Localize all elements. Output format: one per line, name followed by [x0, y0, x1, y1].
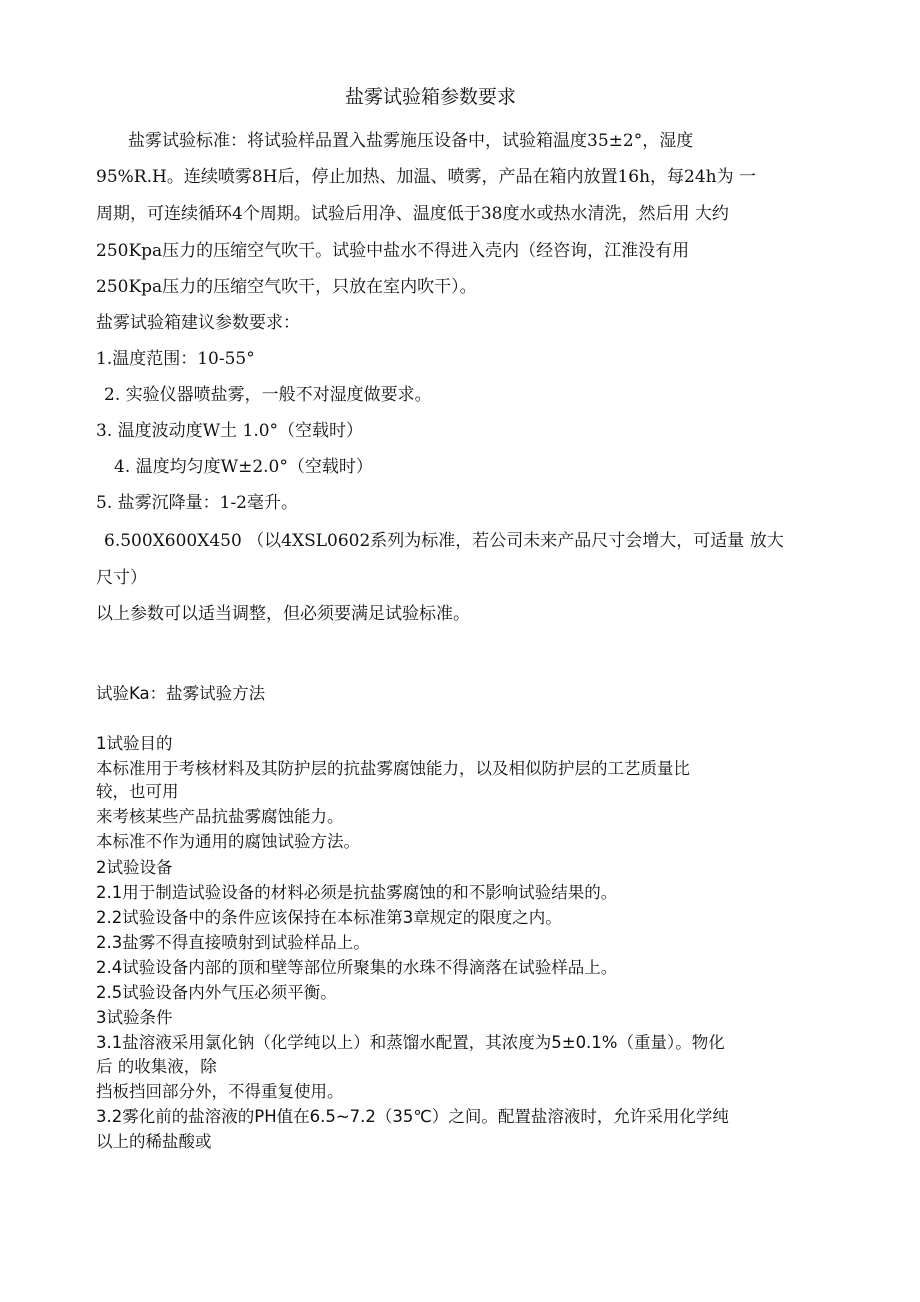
intro-line-4: 250Kpa压力的压缩空气吹干。试验中盐水不得进入壳内（经咨询，江淮没有用	[96, 241, 690, 261]
closing-note: 以上参数可以适当调整，但必须要满足试验标准。	[96, 604, 470, 624]
method-line: 2.3盐雾不得直接喷射到试验样品上。	[96, 933, 370, 952]
method-line: 以上的稀盐酸或	[96, 1132, 212, 1151]
section-heading: 3试验条件	[96, 1008, 173, 1027]
section-heading: 1试验目的	[96, 734, 173, 753]
requirement-item: 5. 盐雾沉降量：1-2毫升。	[96, 493, 298, 513]
method-line: 后 的收集液，除	[96, 1057, 217, 1076]
requirement-item: 1.温度范围：10-55°	[96, 349, 255, 369]
page-title: 盐雾试验箱参数要求	[345, 86, 517, 108]
method-line: 来考核某些产品抗盐雾腐蚀能力。	[96, 807, 344, 826]
requirement-item: 4. 温度均匀度W±2.0°（空载时）	[114, 457, 373, 477]
intro-line-5: 250Kpa压力的压缩空气吹干，只放在室内吹干）。	[96, 277, 477, 297]
method-line: 较，也可用	[96, 782, 179, 801]
method-line: 2.5试验设备内外气压必须平衡。	[96, 983, 337, 1002]
method-line: 2.4试验设备内部的顶和壁等部位所聚集的水珠不得滴落在试验样品上。	[96, 958, 618, 977]
requirements-heading: 盐雾试验箱建议参数要求：	[96, 313, 300, 333]
requirement-item: 尺寸）	[96, 568, 147, 588]
requirement-item: 3. 温度波动度W土 1.0°（空载时）	[96, 421, 364, 441]
method-line: 3.2雾化前的盐溶液的PH值在6.5~7.2（35℃）之间。配置盐溶液时，允许采用化学纯	[96, 1107, 729, 1126]
requirement-item: 6.500X600X450 （以4XSL0602系列为标准，若公司未来产品尺寸会增大，可适量 放大	[104, 531, 784, 551]
intro-line-3: 周期，可连续循环4个周期。试验后用净、温度低于38度水或热水清洗，然后用 大约	[96, 204, 729, 224]
method-line: 2.2试验设备中的条件应该保持在本标准第3章规定的限度之内。	[96, 908, 562, 927]
method-line: 本标准用于考核材料及其防护层的抗盐雾腐蚀能力，以及相似防护层的工艺质量比	[96, 759, 690, 778]
method-line: 挡板挡回部分外，不得重复使用。	[96, 1082, 344, 1101]
method-title: 试验Ka：盐雾试验方法	[96, 684, 266, 703]
requirement-item: 2. 实验仪器喷盐雾，一般不对湿度做要求。	[104, 385, 432, 405]
method-line: 2.1用于制造试验设备的材料必须是抗盐雾腐蚀的和不影响试验结果的。	[96, 883, 618, 902]
intro-line-2: 95%R.H。连续喷雾8H后，停止加热、加温、喷雾，产品在箱内放置16h，每24h为 一	[96, 167, 757, 187]
intro-line-1: 盐雾试验标准：将试验样品置入盐雾施压设备中，试验箱温度35±2°，湿度	[128, 131, 694, 151]
method-line: 3.1盐溶液采用氯化钠（化学纯以上）和蒸馏水配置，其浓度为5±0.1%（重量）。物化	[96, 1033, 725, 1052]
section-heading: 2试验设备	[96, 858, 173, 877]
method-line: 本标准不作为通用的腐蚀试验方法。	[96, 832, 360, 851]
